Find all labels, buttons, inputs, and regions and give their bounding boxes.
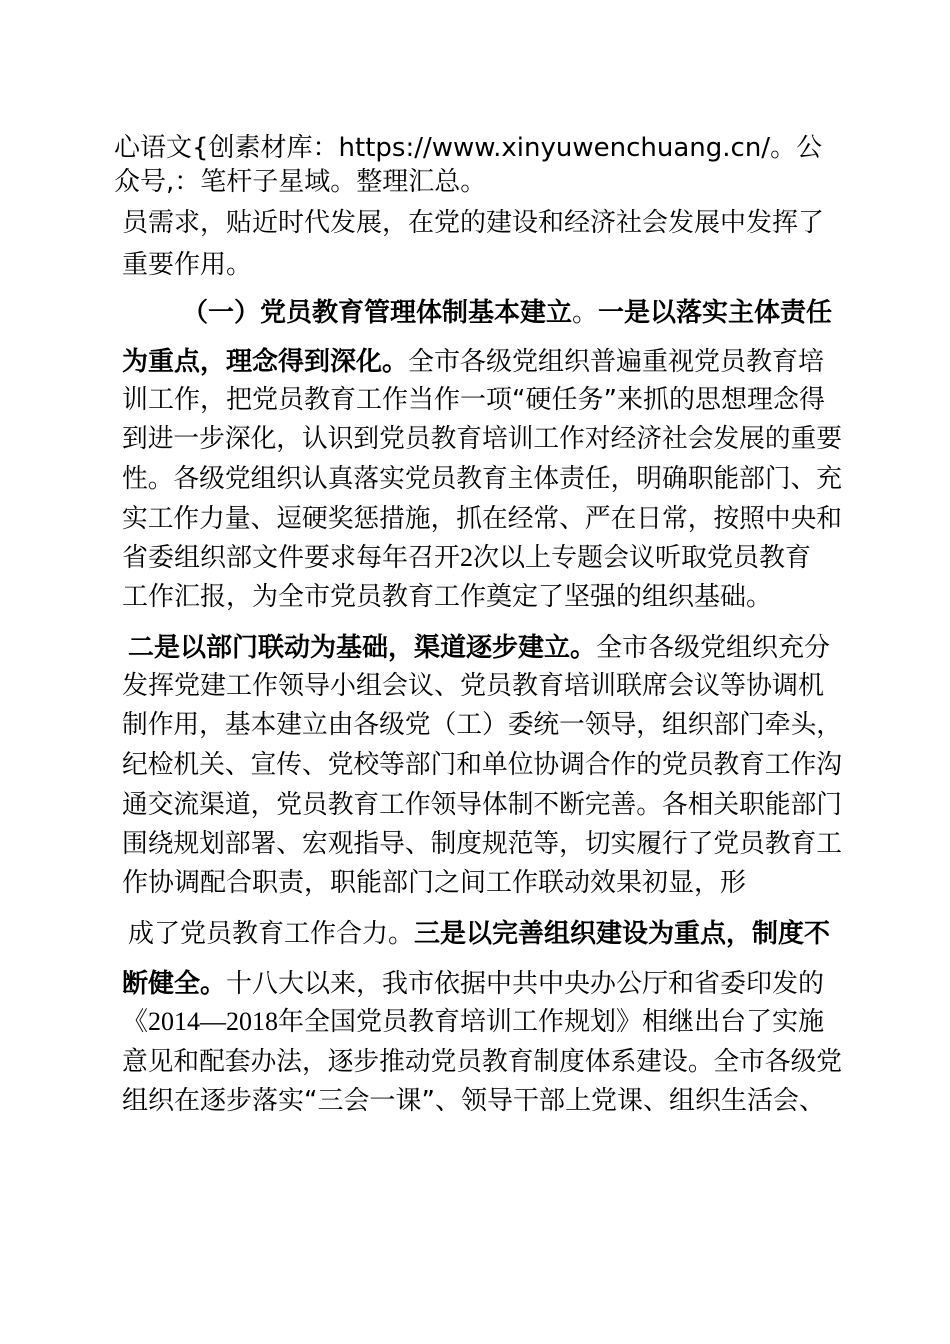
point2-line-5: 通交流渠道，党员教育工作领导体制不断完善。各相关职能部门 <box>122 790 843 820</box>
point2-line-1 <box>128 631 830 665</box>
point1-text: 全市各级党组织普遍重视党员教育培 <box>408 347 825 377</box>
p1-l6-text-a: 省委组织部文件要求每年召开 <box>122 543 461 573</box>
point1-lead-a: 一是以落实主体责任 <box>598 298 833 328</box>
point3-line-1 <box>122 967 824 1001</box>
point3-text: 十八大以来，我市依据中共中央办公厅和省委印发的 <box>226 969 825 999</box>
point2-line-6: 围绕规划部署、宏观指导、制度规范等，切实履行了党员教育工 <box>122 829 843 859</box>
p1-l6-number: 2 <box>460 543 474 572</box>
section1-heading: （一）党员教育管理体制基本建立 <box>182 298 573 328</box>
section1-line-2 <box>122 345 824 379</box>
point3-lead-b: 断健全。 <box>122 969 227 999</box>
section1-line-5: 性。各级党组织认真落实党员教育主体责任，明确职能部门、充 <box>122 464 843 494</box>
point2-line-2: 发挥党建工作领导小组会议、党员教育培训联席会议等协调机 <box>122 671 825 701</box>
section1-line-7 <box>122 541 811 575</box>
section1-line-3: 训工作，把党员教育工作当作一项“硬任务”来抓的思想理念得 <box>122 385 825 415</box>
p3-l2-text: 年全国党员教育培训工作规划》相继出台了实施 <box>278 1007 825 1037</box>
point2-lead: 二是以部门联动为基础，渠道逐步建立。 <box>128 633 597 663</box>
point3-line-3: 意见和配套办法，逐步推动党员教育制度体系建设。全市各级党 <box>122 1047 843 1077</box>
section1-heading-sep: 。 <box>572 298 599 328</box>
p3-l2-open: 《 <box>122 1007 149 1037</box>
point1-lead-b: 为重点，理念得到深化。 <box>122 347 409 377</box>
point2-text: 全市各级党组织充分 <box>596 633 831 663</box>
section1-line-6: 实工作力量、逗硬奖惩措施，抓在经常、严在日常，按照中央和 <box>122 504 843 534</box>
section1-line-8: 工作汇报，为全市党员教育工作奠定了坚强的组织基础。 <box>122 582 773 612</box>
p1-l6-text-b: 次以上专题会议听取党员教育 <box>473 543 812 573</box>
p3-l2-years: 2014—2018 <box>148 1007 279 1036</box>
point2-line-4: 纪检机关、宣传、党校等部门和单位协调合作的党员教育工作沟 <box>122 750 843 780</box>
point3-line-4: 组织在逐步落实“三会一课”、领导干部上党课、组织生活会、 <box>122 1086 825 1116</box>
point2-line-8 <box>128 917 830 951</box>
point3-line-2 <box>122 1005 824 1039</box>
point2-line-7: 作协调配合职责，职能部门之间工作联动效果初显，形 <box>122 868 747 898</box>
section1-line-4: 到进一步深化，认识到党员教育培训工作对经济社会发展的重要 <box>122 424 843 454</box>
intro-line-2: 重要作用。 <box>122 250 253 280</box>
header-line-2: 众号,：笔杆子星域。整理汇总。 <box>114 167 487 197</box>
point2-line-3: 制作用，基本建立由各级党（工）委统一领导，组织部门牵头， <box>122 710 843 740</box>
point3-lead-a: 三是以完善组织建设为重点，制度不 <box>414 919 831 949</box>
section1-line-1 <box>182 296 832 330</box>
intro-line-1: 员需求，贴近时代发展，在党的建设和经济社会发展中发挥了 <box>122 208 825 238</box>
point2-end: 成了党员教育工作合力。 <box>128 919 415 949</box>
header-line-1: 心语文{创素材库：https://www.xinyuwenchuang.cn/。公 <box>114 133 823 163</box>
